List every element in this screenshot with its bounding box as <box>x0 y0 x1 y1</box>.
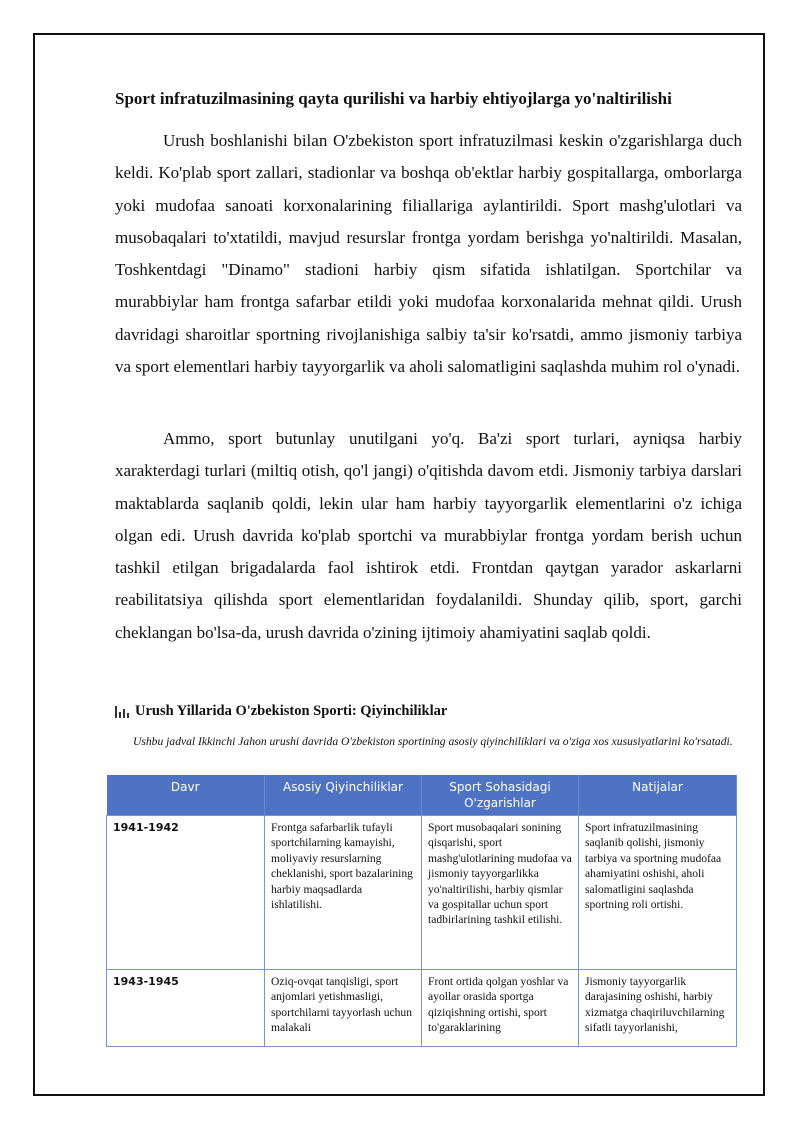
cell-challenges: Frontga safarbarlik tufayli sportchilarning kamayishi, moliyaviy resurslarning cheklanishi, sport bazalarining harbiy maqsadlarda ishlatilishi. <box>265 816 422 970</box>
cell-changes-text: Front ortida qolgan yoshlar va ayollar orasida sportga qiziqishning ortishi, sport to'garaklarining <box>428 975 569 1035</box>
cell-challenges <box>265 970 422 1047</box>
cell-period: 1941-1942 <box>107 816 265 970</box>
column-header-period: Davr <box>107 775 265 816</box>
column-header-challenges: Asosiy Qiyinchiliklar <box>265 775 422 816</box>
paragraph-1: Urush boshlanishi bilan O'zbekiston sport infratuzilmasi keskin o'zgarishlarga duch keldi. Ko'plab sport zallari, stadionlar va boshqa ob'ektlar harbiy gospitallarga, omborlarga yoki mudofaa sanoati korxonalarining filiallariga aylantirildi. Sport mashg'ulotlari va musobaqalari to'xtatildi, mavjud resurslar frontga yordam berishga yo'naltirildi. Masalan, Toshkentdagi "Dinamo" stadioni harbiy qism sifatida ishlatilgan. Sportchilar va murabbiylar ham frontga safarbar etildi yoki mudofaa korxonalarida mehnat qildi. Urush davridagi sharoitlar sportning rivojlanishiga salbiy ta'sir ko'rsatdi, ammo jismoniy tarbiya va sport elementlari harbiy tayyorgarlik va aholi salomatligini saqlashda muhim rol o'ynadi. <box>115 131 742 377</box>
table-row <box>107 816 737 970</box>
table-title <box>115 703 447 720</box>
column-header-results: Natijalar <box>579 775 737 816</box>
table-header-row <box>107 775 737 816</box>
table-caption: Ushbu jadval Ikkinchi Jahon urushi davrida O'zbekiston sportining asosiy qiyinchiliklari va o'ziga xos xususiyatlarini ko'rsatadi. <box>133 735 733 748</box>
cell-results <box>579 970 737 1047</box>
cell-results: Sport infratuzilmasining saqlanib qolishi, jismoniy tarbiya va sportning mudofaa ahamiyatini oshishi, aholi salomatligini saqlashda sportning roli ortishi. <box>579 816 737 970</box>
paragraph-2: Ammo, sport butunlay unutilgani yo'q. Ba'zi sport turlari, ayniqsa harbiy xarakterdagi turlari (miltiq otish, qo'l jangi) o'qitishda davom etdi. Jismoniy tarbiya darslari maktablarda saqlanib qoldi, lekin ular ham harbiy tayyorgarlik elementlarini o'z ichiga olgan edi. Urush davrida ko'plab sportchi va murabbiylar frontga yordam berish uchun tashkil etilgan brigadalarda faol ishtirok etdi. Frontdan qaytgan yarador askarlarni reabilitatsiya qilishda sport elementlaridan foydalanildi. Shunday qilib, sport, garchi cheklangan bo'lsa-da, urush davrida o'zining ijtimoiy ahamiyatini saqlab qoldi. <box>115 429 742 642</box>
cell-challenges-text: Oziq-ovqat tanqisligi, sport anjomlari yetishmasligi, sportchilarni tayyorlash uchun malakali <box>271 975 413 1035</box>
cell-period-text: 1943-1945 <box>113 975 179 988</box>
cell-changes <box>422 970 579 1047</box>
section-heading: Sport infratuzilmasining qayta qurilishi va harbiy ehtiyojlarga yo'naltirilishi <box>115 89 672 108</box>
table-title-text: Urush Yillarida O'zbekiston Sporti: Qiyinchiliklar <box>135 703 448 719</box>
cell-changes: Sport musobaqalari sonining qisqarishi, sport mashg'ulotlarining mudofaa va jismoniy tayyorgarlikka yo'naltirilishi, harbiy qismlar va gospitallar uchun sport tadbirlarining tashkil etilishi. <box>422 816 579 970</box>
data-table <box>106 775 737 1047</box>
cell-period <box>107 970 265 1047</box>
column-header-changes: Sport Sohasidagi O'zgarishlar <box>422 775 579 816</box>
cell-results-text: Jismoniy tayyorgarlik darajasining oshishi, harbiy xizmatga chaqiriluvchilarning sifatli tayyorlanishi, <box>585 975 725 1035</box>
bar-chart-icon <box>115 706 129 718</box>
table-row <box>107 970 737 1047</box>
